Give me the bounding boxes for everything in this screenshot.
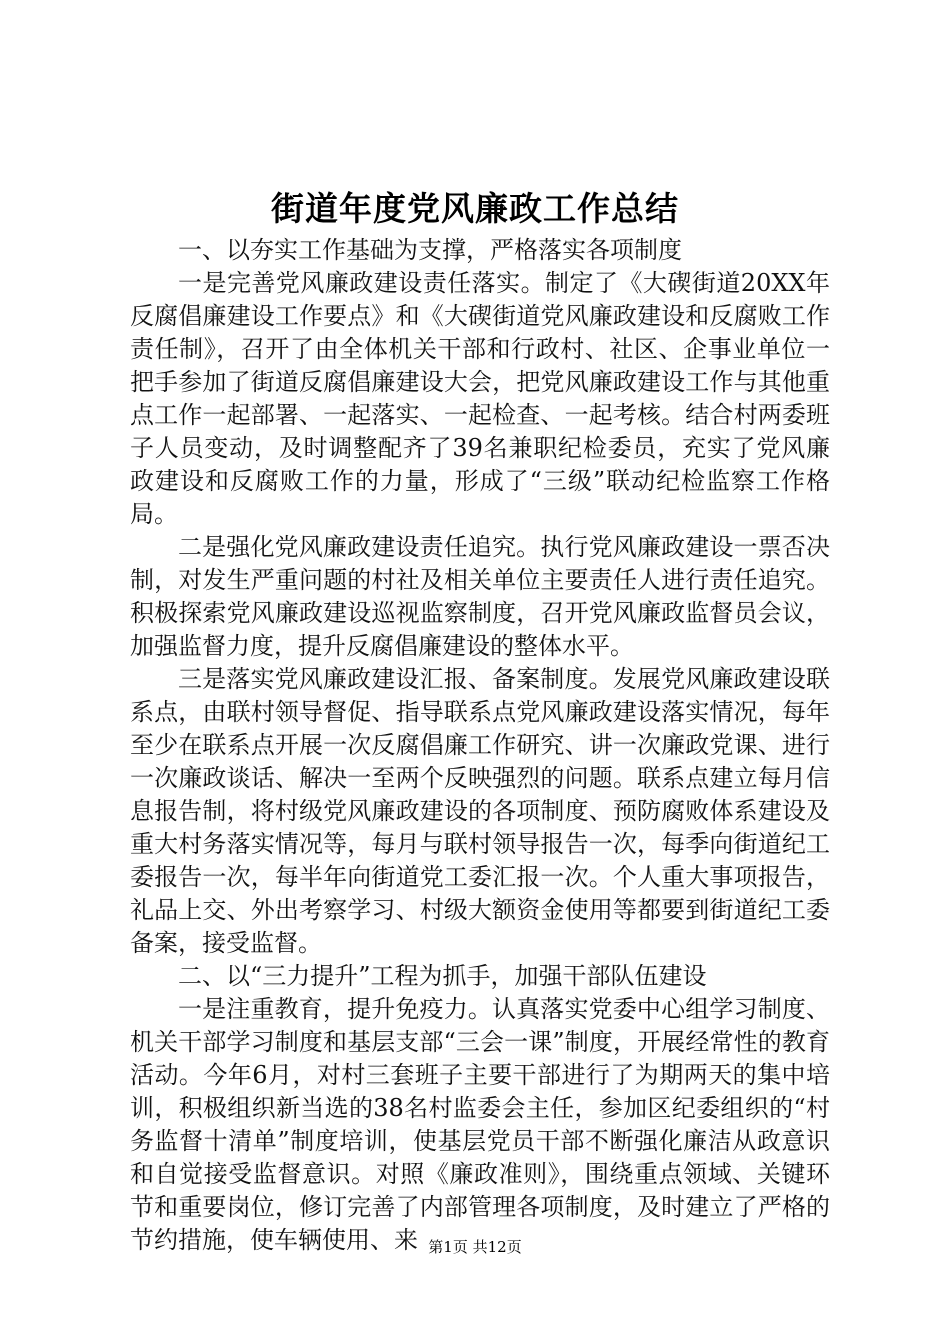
document-body [130, 234, 830, 1257]
body-paragraph: 二是强化党风廉政建设责任追究。执行党风廉政建设一票否决制，对发生严重问题的村社及相关单位主要责任人进行责任追究。积极探索党风廉政建设巡视监察制度，召开党风廉政监督员会议，加强监督力度，提升反腐倡廉建设的整体水平。 [130, 533, 830, 660]
section-heading-2: 二、以“三力提升”工程为抓手，加强干部队伍建设 [178, 962, 707, 990]
body-paragraph: 一是注重教育，提升免疫力。认真落实党委中心组学习制度、机关干部学习制度和基层支部“三会一课”制度，开展经常性的教育活动。今年6月，对村三套班子主要干部进行了为期两天的集中培训，积极组织新当选的38名村监委会主任，参加区纪委组织的“村务监督十清单”制度培训，使基层党员干部不断强化廉洁从政意识和自觉接受监督意识。对照《廉政准则》，围绕重点领域、关键环节和重要岗位，修订完善了内部管理各项制度，及时建立了严格的节约措施，使车辆使用、来 [130, 995, 830, 1254]
body-paragraph: 三是落实党风廉政建设汇报、备案制度。发展党风廉政建设联系点，由联村领导督促、指导联系点党风廉政建设落实情况，每年至少在联系点开展一次反腐倡廉工作研究、讲一次廉政党课、进行一次廉政谈话、解决一至两个反映强烈的问题。联系点建立每月信息报告制，将村级党风廉政建设的各项制度、预防腐败体系建设及重大村务落实情况等，每月与联村领导报告一次，每季向街道纪工委报告一次，每半年向街道党工委汇报一次。个人重大事项报告，礼品上交、外出考察学习、村级大额资金使用等都要到街道纪工委备案，接受监督。 [130, 665, 830, 957]
document-title: 街道年度党风廉政工作总结 [271, 189, 679, 228]
page-number-footer: 第1页 共12页 [428, 1238, 522, 1256]
body-paragraph: 一是完善党风廉政建设责任落实。制定了《大碶街道20XX年反腐倡廉建设工作要点》和《大碶街道党风廉政建设和反腐败工作责任制》，召开了由全体机关干部和行政村、社区、企事业单位一把手参加了街道反腐倡廉建设大会，把党风廉政建设工作与其他重点工作一起部署、一起落实、一起检查、一起考核。结合村两委班子人员变动，及时调整配齐了39名兼职纪检委员，充实了党风廉政建设和反腐败工作的力量，形成了“三级”联动纪检监察工作格局。 [130, 269, 830, 528]
section-heading-1: 一、以夯实工作基础为支撑，严格落实各项制度 [178, 236, 682, 264]
